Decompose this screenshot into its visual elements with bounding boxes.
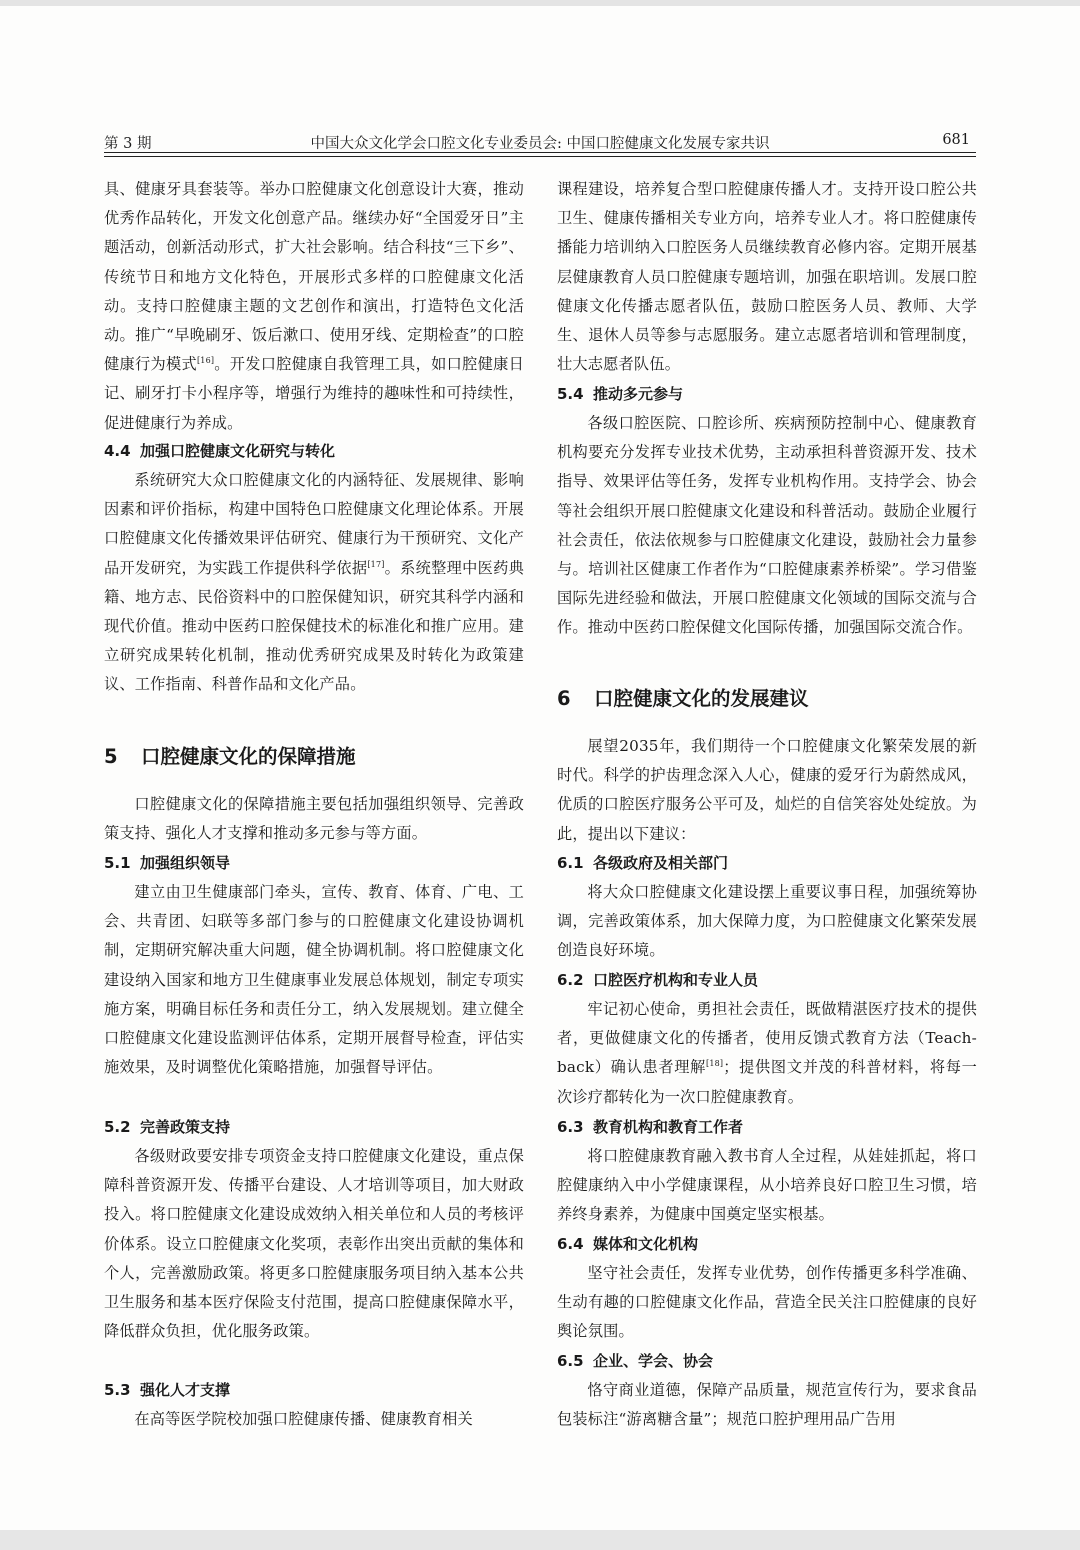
- paragraph: [557, 1376, 977, 1434]
- paragraph-text: 坚守社会责任，发挥专业优势，创作传播更多科学准确、生动有趣的口腔健康文化作品，营造全民关注口腔健康的良好舆论氛围。: [557, 1264, 977, 1341]
- section-title: 加强组织领导: [140, 854, 231, 872]
- section-number: 6.1: [557, 854, 584, 872]
- paragraph: [104, 175, 524, 438]
- section-heading-6-4: [557, 1232, 977, 1256]
- section-title: 口腔健康文化的发展建议: [594, 687, 809, 710]
- paragraph-text: 口腔健康文化的保障措施主要包括加强组织领导、完善政策支持、强化人才支撑和推动多元参与等方面。: [104, 795, 524, 843]
- paragraph: [557, 175, 977, 379]
- paragraph: [104, 790, 524, 848]
- paragraph: [104, 466, 524, 700]
- paragraph-text: 将口腔健康教育融入教书育人全过程，从娃娃抓起，将口腔健康纳入中小学健康课程，从小培养良好口腔卫生习惯，培养终身素养，为健康中国奠定坚实根基。: [557, 1147, 977, 1224]
- paragraph-text: 展望2035年，我们期待一个口腔健康文化繁荣发展的新时代。科学的护齿理念深入人心，健康的爱牙行为蔚然成风，优质的口腔医疗服务公平可及，灿烂的自信笑容处处绽放。为此，提出以下建议：: [557, 737, 977, 843]
- paragraph: [557, 1142, 977, 1230]
- section-title: 强化人才支撑: [140, 1381, 231, 1399]
- section-number: 5: [104, 745, 118, 768]
- section-number: 6.3: [557, 1118, 584, 1136]
- paragraph-text: 系统研究大众口腔健康文化的内涵特征、发展规律、影响因素和评价指标，构建中国特色口腔健康文化理论体系。开展口腔健康文化传播效果评估研究、健康行为干预研究、文化产品开发研究，为实践工作提供科学依据: [104, 471, 524, 577]
- section-title: 完善政策支持: [140, 1118, 231, 1136]
- section-heading-5-3: [104, 1378, 524, 1402]
- section-title: 口腔医疗机构和专业人员: [593, 971, 759, 989]
- paragraph: [557, 878, 977, 966]
- section-heading-6-1: [557, 851, 977, 875]
- bottom-margin-band: [0, 1530, 1080, 1550]
- paragraph-text: 在高等医学院校加强口腔健康传播、健康教育相关: [134, 1410, 473, 1428]
- paragraph: [557, 995, 977, 1112]
- paragraph: [104, 1405, 524, 1434]
- section-title: 企业、学会、协会: [593, 1352, 714, 1370]
- paragraph-text: 具、健康牙具套装等。举办口腔健康文化创意设计大赛，推动优秀作品转化，开发文化创意产品。继续办好“全国爱牙日”主题活动，创新活动形式，扩大社会影响。结合科技“三下乡”、传统节日和地方文化特色，开展形式多样的口腔健康文化活动。支持口腔健康主题的文艺创作和演出，打造特色文化活动。推广“早晚刷牙、饭后漱口、使用牙线、定期检查”的口腔健康行为模式: [104, 180, 524, 374]
- paragraph: [104, 1142, 524, 1346]
- section-title: 各级政府及相关部门: [593, 854, 729, 872]
- section-title: 教育机构和教育工作者: [593, 1118, 744, 1136]
- section-title: 口腔健康文化的保障措施: [141, 745, 356, 768]
- paragraph-text: 将大众口腔健康文化建设摆上重要议事日程，加强统筹协调，完善政策体系，加大保障力度，为口腔健康文化繁荣发展创造良好环境。: [557, 883, 977, 960]
- section-number: 6: [557, 687, 571, 710]
- section-title: 加强口腔健康文化研究与转化: [140, 442, 336, 460]
- section-heading-6: [557, 684, 977, 714]
- section-title: 媒体和文化机构: [593, 1235, 699, 1253]
- section-heading-6-3: [557, 1115, 977, 1139]
- paragraph: [104, 878, 524, 1082]
- paragraph: [557, 409, 977, 643]
- paragraph: [557, 1259, 977, 1347]
- section-heading-4-4: [104, 439, 524, 463]
- paragraph-text: 牢记初心使命，勇担社会责任，既做精湛医疗技术的提供者，更做健康文化的传播者，使用反馈式教育方法（Teach-back）确认患者理解: [557, 1000, 977, 1077]
- paragraph-text: 。开发口腔健康自我管理工具，如口腔健康日记、刷牙打卡小程序等，增强行为维持的趣味性和可持续性，促进健康行为养成。: [104, 355, 525, 432]
- section-number: 6.4: [557, 1235, 584, 1253]
- paragraph-text: 。系统整理中医药典籍、地方志、民俗资料中的口腔保健知识，研究其科学内涵和现代价值。推动中医药口腔保健技术的标准化和推广应用。建立研究成果转化机制，推动优秀研究成果及时转化为政策建议、工作指南、科普作品和文化产品。: [104, 558, 524, 694]
- paragraph-text: 课程建设，培养复合型口腔健康传播人才。支持开设口腔公共卫生、健康传播相关专业方向，培养专业人才。将口腔健康传播能力培训纳入口腔医务人员继续教育必修内容。定期开展基层健康教育人员口腔健康专题培训，加强在职培训。发展口腔健康文化传播志愿者队伍，鼓励口腔医务人员、教师、大学生、退休人员等参与志愿服务。建立志愿者培训和管理制度，壮大志愿者队伍。: [557, 180, 977, 374]
- header-rule-thin: [104, 156, 976, 157]
- paragraph-text: 建立由卫生健康部门牵头，宣传、教育、体育、广电、工会、共青团、妇联等多部门参与的口腔健康文化建设协调机制，定期研究解决重大问题，健全协调机制。将口腔健康文化建设纳入国家和地方卫生健康事业发展总体规划，制定专项实施方案，明确目标任务和责任分工，纳入发展规划。建立健全口腔健康文化建设监测评估体系，定期开展督导检查，评估实施效果，及时调整优化策略措施，加强督导评估。: [104, 883, 524, 1077]
- section-number: 5.1: [104, 854, 131, 872]
- running-title: 中国大众文化学会口腔文化专业委员会: 中国口腔健康文化发展专家共识: [310, 136, 770, 152]
- page-number: 681: [942, 132, 970, 148]
- section-heading-5: [104, 742, 524, 772]
- header-rule-thick: [104, 152, 976, 153]
- paragraph: [557, 732, 977, 849]
- paragraph-text: ；提供图文并茂的科普材料，将每一次诊疗都转化为一次口腔健康教育。: [557, 1058, 978, 1106]
- section-number: 4.4: [104, 442, 131, 460]
- section-number: 6.2: [557, 971, 584, 989]
- paragraph-text: 各级财政要安排专项资金支持口腔健康文化建设，重点保障科普资源开发、传播平台建设、人才培训等项目，加大财政投入。将口腔健康文化建设成效纳入相关单位和人员的考核评价体系。设立口腔健康文化奖项，表彰作出突出贡献的集体和个人，完善激励政策。将更多口腔健康服务项目纳入基本公共卫生服务和基本医疗保险支付范围，提高口腔健康保障水平，降低群众负担，优化服务政策。: [104, 1147, 524, 1341]
- section-number: 5.3: [104, 1381, 131, 1399]
- section-number: 5.2: [104, 1118, 131, 1136]
- section-heading-5-4: [557, 382, 977, 406]
- section-heading-5-1: [104, 851, 524, 875]
- section-heading-6-5: [557, 1349, 977, 1373]
- paragraph-text: 恪守商业道德，保障产品质量，规范宣传行为，要求食品包装标注“游离糖含量”；规范口腔护理用品广告用: [557, 1381, 977, 1429]
- citation-ref: [18]: [706, 1059, 724, 1069]
- issue-label: 第 3 期: [104, 136, 152, 152]
- section-number: 6.5: [557, 1352, 584, 1370]
- section-number: 5.4: [557, 385, 584, 403]
- section-title: 推动多元参与: [593, 385, 684, 403]
- section-heading-5-2: [104, 1115, 524, 1139]
- citation-ref: [17]: [367, 559, 385, 569]
- citation-ref: [16]: [196, 356, 215, 366]
- section-heading-6-2: [557, 968, 977, 992]
- running-header: [104, 128, 976, 154]
- paragraph-text: 各级口腔医院、口腔诊所、疾病预防控制中心、健康教育机构要充分发挥专业技术优势，主动承担科普资源开发、技术指导、效果评估等任务，发挥专业机构作用。支持学会、协会等社会组织开展口腔健康文化建设和科普活动。鼓励企业履行社会责任，依法依规参与口腔健康文化建设，鼓励社会力量参与。培训社区健康工作者作为“口腔健康素养桥梁”。学习借鉴国际先进经验和做法，开展口腔健康文化领域的国际交流与合作。推动中医药口腔保健文化国际传播，加强国际交流合作。: [557, 414, 977, 637]
